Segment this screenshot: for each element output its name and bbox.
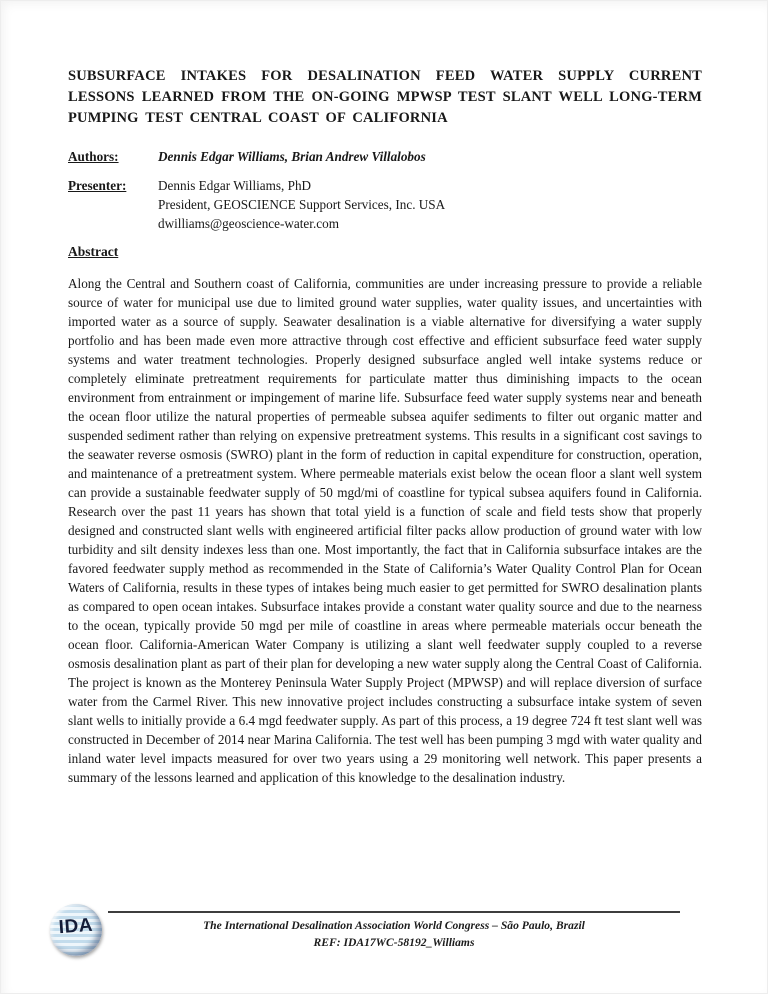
authors-names: Dennis Edgar Williams, Brian Andrew Villalobos bbox=[158, 149, 426, 164]
abstract-heading: Abstract bbox=[68, 244, 119, 259]
ida-logo-label: IDA bbox=[57, 914, 94, 939]
footer-ref-line: REF: IDA17WC-58192_Williams bbox=[313, 936, 475, 949]
authors-label: Authors: bbox=[68, 149, 119, 164]
presenter-label: Presenter: bbox=[68, 178, 127, 193]
presenter-affiliation: President, GEOSCIENCE Support Services, Inc. USA bbox=[158, 197, 446, 212]
presenter-details bbox=[158, 176, 445, 233]
paper-title: SUBSURFACE INTAKES FOR DESALINATION FEED WATER SUPPLY CURRENT LESSONS LEARNED FROM THE ON-GOING MPWSP TEST SLANT WELL LONG-TERM PUMPING TEST CENTRAL COAST OF CALIFORNIA bbox=[68, 68, 702, 126]
footer-congress-line: The International Desalination Association World Congress – São Paulo, Brazil bbox=[203, 919, 585, 932]
ida-logo bbox=[50, 904, 102, 956]
abstract-text: Along the Central and Southern coast of California, communities are under increasing pressure to provide a reliable source of water for municipal use due to limited ground water supplies, water quality issues, and uncertainties with imported water as a source of supply. Seawater desalination is a viable alternative for diversifying a water supply portfolio and has been made even more attractive through cost effective and efficient subsurface feed water supply systems and water treatment technologies. Properly designed subsurface angled well intake systems reduce or completely eliminate pretreatment requirements for particulate matter thus diminishing impacts to the ocean environment from entrainment or impingement of marine life. Subsurface feed water supply systems near and beneath the ocean floor utilize the natural properties of permeable subsea aquifer sediments to filter out organic matter and suspended sediment rather than relying on expensive pretreatment systems. This results in a significant cost savings to the seawater reverse osmosis (SWRO) plant in the form of reduction in capital expenditure for construction, operation, and maintenance of a pretreatment system. Where permeable materials exist below the ocean floor a slant well system can provide a sustainable feedwater supply of 50 mgd/mi of coastline for typical subsea aquifers found in California. Research over the past 11 years has shown that total yield is a function of scale and field tests show that properly designed and constructed slant wells with engineered artificial filter packs allow production of ground water with low turbidity and silt density indexes less than one. Most importantly, the fact that in California subsurface intakes are the favored feedwater supply method as recommended in the State of California’s Water Quality Control Plan for Ocean Waters of California, results in these types of intakes being much easier to get permitted for SWRO desalination plants as compared to open ocean intakes. Subsurface intakes provide a constant water quality source and due to the nearness to the ocean, typically provide 50 mgd per mile of coastline in areas where permeable materials occur beneath the ocean floor. California-American Water Company is utilizing a slant well feedwater supply coupled to a reverse osmosis desalination plant as part of their plan for developing a new water supply along the Central Coast of California. The project is known as the Monterey Peninsula Water Supply Project (MPWSP) and will replace diversion of surface water from the Carmel River. This new innovative project includes constructing a subsurface intake system of seven slant wells to initially provide a 6.4 mgd feedwater supply. As part of this process, a 19 degree 724 ft test slant well was constructed in December of 2014 near Marina California. The test well has been pumping 3 mgd with water quality and inland water level impacts measured for over two years using a 29 monitoring well network. This paper presents a summary of the lessons learned and application of this knowledge to the desalination industry. bbox=[68, 276, 702, 785]
presenter-row bbox=[68, 176, 702, 233]
footer bbox=[108, 917, 680, 951]
authors-row bbox=[68, 147, 702, 166]
presenter-email: dwilliams@geoscience-water.com bbox=[158, 216, 339, 231]
footer-divider bbox=[108, 911, 680, 913]
presenter-name: Dennis Edgar Williams, PhD bbox=[158, 178, 312, 193]
